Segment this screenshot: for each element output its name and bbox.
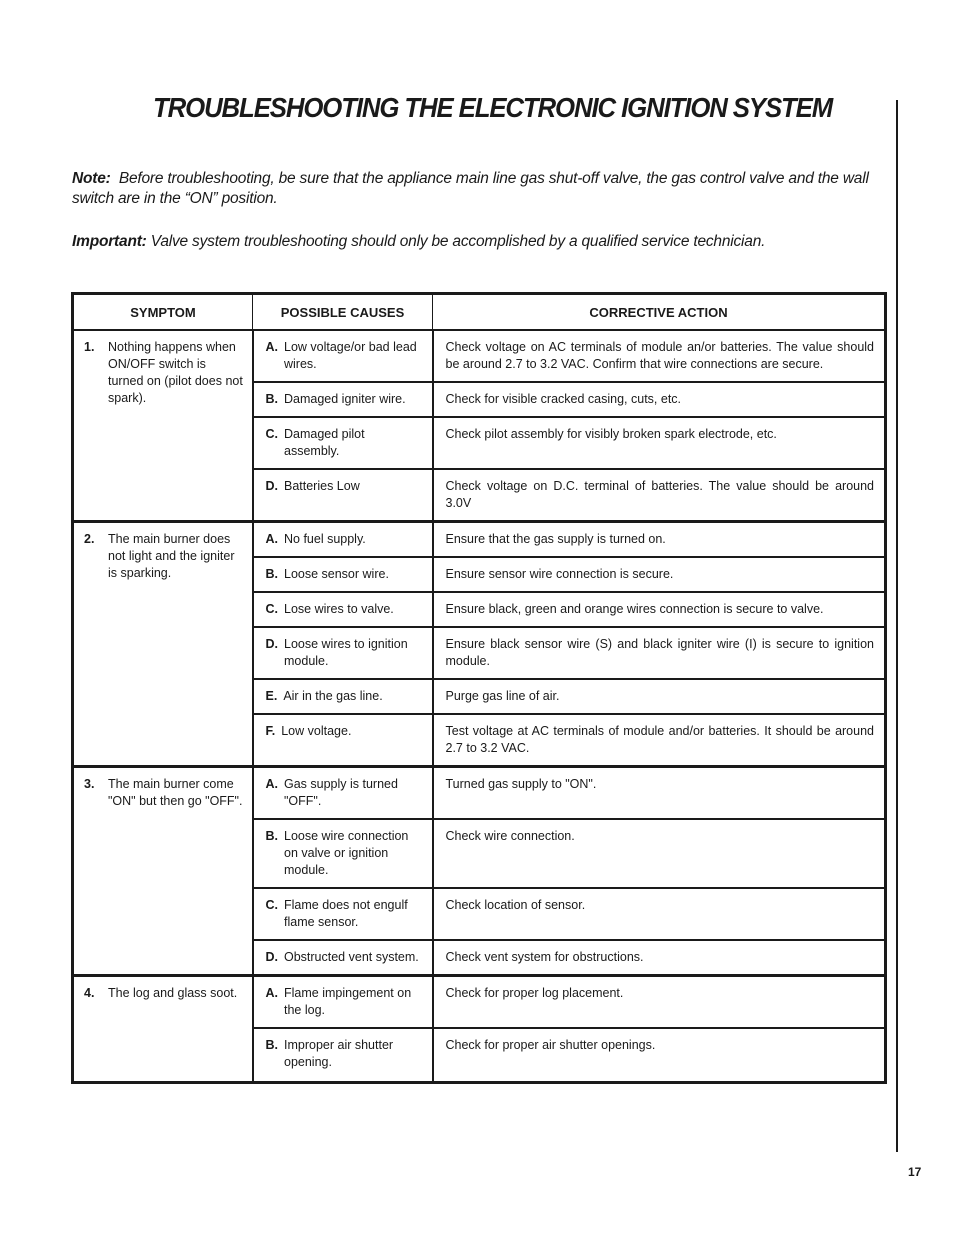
symptom-text: The main burner come "ON" but then go "OFF". [108, 777, 243, 808]
cause-text: Air in the gas line. [283, 689, 383, 703]
cause-cell [253, 1028, 433, 1083]
corrective-action-cell: Check for proper log placement. [433, 976, 886, 1029]
table-row [73, 330, 886, 382]
cause-letter: C. [265, 602, 278, 616]
cause-cell [253, 417, 433, 469]
cause-cell [253, 627, 433, 679]
header-possible-causes: POSSIBLE CAUSES [253, 294, 433, 331]
corrective-action-cell: Ensure sensor wire connection is secure. [433, 557, 886, 592]
cause-letter: D. [265, 479, 278, 493]
troubleshooting-table [71, 292, 887, 1084]
cause-cell [253, 679, 433, 714]
cause-cell [253, 940, 433, 976]
corrective-action-cell: Check vent system for obstructions. [433, 940, 886, 976]
corrective-action-cell: Check wire connection. [433, 819, 886, 888]
symptom-cell [73, 330, 253, 522]
cause-text: Lose wires to valve. [284, 602, 394, 616]
corrective-action-cell: Check for proper air shutter openings. [433, 1028, 886, 1083]
symptom-number: 1. [84, 340, 95, 354]
cause-letter: C. [265, 898, 278, 912]
page-number: 17 [908, 1165, 922, 1179]
symptom-cell [73, 522, 253, 767]
cause-text: Improper air shutter opening. [284, 1038, 394, 1069]
symptom-cell [73, 976, 253, 1083]
table-body [73, 330, 886, 1083]
symptom-text: The log and glass soot. [108, 986, 238, 1000]
cause-letter: C. [265, 427, 278, 441]
cause-letter: F. [265, 724, 276, 738]
cause-text: Gas supply is turned "OFF". [284, 777, 398, 808]
important-label: Important: [72, 233, 147, 250]
symptom-number: 2. [84, 532, 95, 546]
header-symptom: SYMPTOM [73, 294, 253, 331]
cause-text: Loose sensor wire. [284, 567, 389, 581]
table-row [73, 976, 886, 1029]
cause-letter: D. [265, 637, 278, 651]
corrective-action-cell: Ensure black sensor wire (S) and black igniter wire (I) is secure to ignition module. [433, 627, 886, 679]
cause-letter: A. [265, 986, 278, 1000]
cause-letter: B. [265, 829, 278, 843]
cause-cell [253, 767, 433, 820]
cause-text: Flame impingement on the log. [284, 986, 412, 1017]
cause-letter: A. [265, 532, 278, 546]
symptom-text: The main burner does not light and the igniter is sparking. [108, 532, 235, 580]
cause-letter: B. [265, 1038, 278, 1052]
cause-text: Flame does not engulf flame sensor. [284, 898, 408, 929]
corrective-action-cell: Ensure black, green and orange wires connection is secure to valve. [433, 592, 886, 627]
cause-cell [253, 469, 433, 522]
header-corrective-action: CORRECTIVE ACTION [433, 294, 886, 331]
symptom-cell [73, 767, 253, 976]
cause-cell [253, 819, 433, 888]
cause-text: Low voltage/or bad lead wires. [284, 340, 417, 371]
cause-text: Loose wire connection on valve or ignition module. [284, 829, 409, 877]
note-label: Note: [72, 170, 111, 187]
cause-text: Loose wires to ignition module. [284, 637, 408, 668]
page-title: TROUBLESHOOTING THE ELECTRONIC IGNITION SYSTEM [153, 92, 833, 123]
cause-cell [253, 976, 433, 1029]
cause-cell [253, 592, 433, 627]
table-header-row [73, 294, 886, 331]
important-text: Valve system troubleshooting should only be accomplished by a qualified service technician. [150, 233, 766, 250]
cause-cell [253, 557, 433, 592]
cause-cell [253, 382, 433, 417]
symptom-number: 3. [84, 777, 95, 791]
symptom-number: 4. [84, 986, 95, 1000]
corrective-action-cell: Check location of sensor. [433, 888, 886, 940]
symptom-text: Nothing happens when ON/OFF switch is turned on (pilot does not spark). [108, 340, 243, 405]
cause-cell [253, 888, 433, 940]
cause-letter: D. [265, 950, 278, 964]
cause-text: Damaged igniter wire. [284, 392, 406, 406]
corrective-action-cell: Check for visible cracked casing, cuts, etc. [433, 382, 886, 417]
corrective-action-cell: Check voltage on D.C. terminal of batteries. The value should be around 3.0V [433, 469, 886, 522]
cause-text: No fuel supply. [284, 532, 366, 546]
cause-cell [253, 714, 433, 767]
corrective-action-cell: Test voltage at AC terminals of module and/or batteries. It should be around 2.7 to 3.2 VAC. [433, 714, 886, 767]
cause-letter: B. [265, 567, 278, 581]
corrective-action-cell: Check voltage on AC terminals of module an/or batteries. The value should be around 2.7 to 3.2 VAC. Confirm that wire connections are secure. [433, 330, 886, 382]
cause-text: Damaged pilot assembly. [284, 427, 365, 458]
corrective-action-cell: Ensure that the gas supply is turned on. [433, 522, 886, 558]
cause-letter: A. [265, 340, 278, 354]
cause-text: Obstructed vent system. [284, 950, 419, 964]
table-row [73, 522, 886, 558]
cause-cell [253, 522, 433, 558]
note-paragraph [72, 169, 890, 209]
corrective-action-cell: Check pilot assembly for visibly broken spark electrode, etc. [433, 417, 886, 469]
note-text: Before troubleshooting, be sure that the appliance main line gas shut-off valve, the gas control valve and the wall switch are in the “ON” position. [72, 170, 869, 207]
cause-text: Batteries Low [284, 479, 360, 493]
table-row [73, 767, 886, 820]
corrective-action-cell: Purge gas line of air. [433, 679, 886, 714]
cause-cell [253, 330, 433, 382]
cause-letter: E. [265, 689, 278, 703]
right-margin-rule [896, 100, 898, 1152]
cause-letter: B. [265, 392, 278, 406]
cause-text: Low voltage. [281, 724, 352, 738]
important-paragraph [72, 232, 890, 252]
cause-letter: A. [265, 777, 278, 791]
corrective-action-cell: Turned gas supply to "ON". [433, 767, 886, 820]
